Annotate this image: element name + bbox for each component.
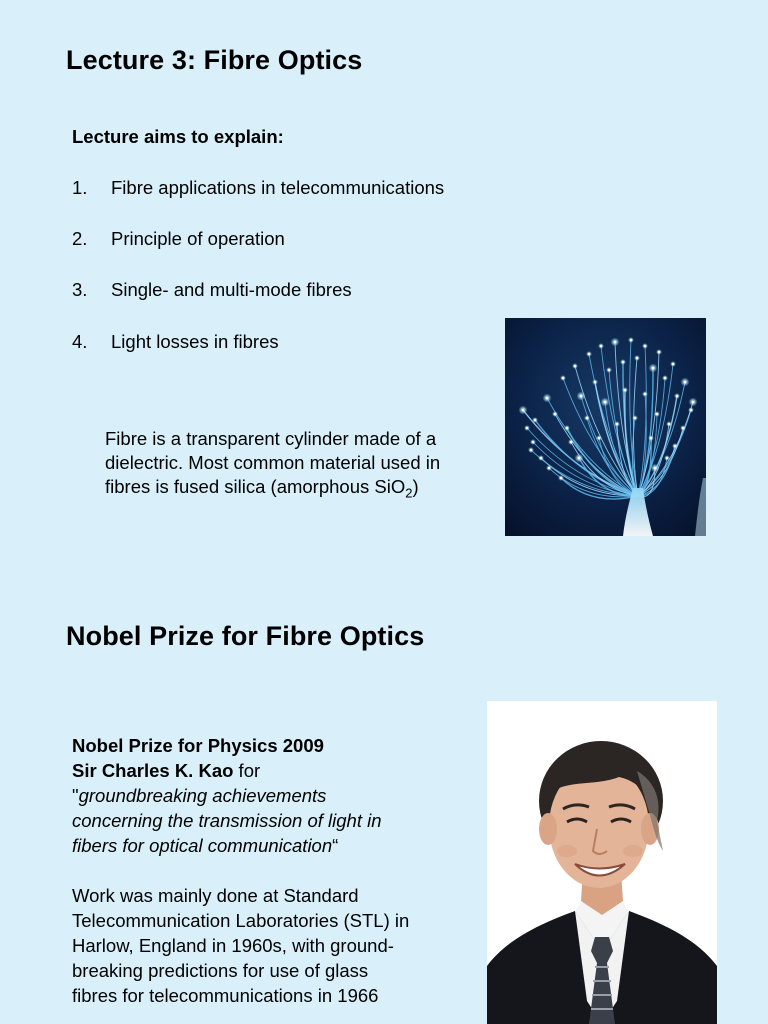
aim-text: Fibre applications in telecommunications — [111, 177, 445, 198]
portrait-photo — [487, 701, 717, 1024]
aim-number: 2. — [72, 228, 88, 249]
work-line: Work was mainly done at Standard — [72, 885, 359, 906]
description-line: Fibre is a transparent cylinder made of a — [105, 428, 437, 449]
aim-text: Single- and multi-mode fibres — [111, 279, 352, 300]
aim-number: 4. — [72, 331, 88, 352]
aims-heading: Lecture aims to explain: — [72, 126, 284, 147]
laureate-line: Sir Charles K. Kao for — [72, 760, 261, 781]
laureate-name: Sir Charles K. Kao — [72, 760, 234, 781]
work-line: fibres for telecommunications in 1966 — [72, 985, 379, 1006]
prize-line: Nobel Prize for Physics 2009 — [72, 735, 324, 756]
aim-text: Principle of operation — [111, 228, 285, 249]
aim-item-3 — [72, 279, 352, 301]
fibre-optic-bundle-photo — [505, 318, 706, 536]
aim-text: Light losses in fibres — [111, 331, 279, 352]
aim-item-4 — [72, 331, 279, 353]
aim-number: 1. — [72, 177, 88, 198]
quote-line: "groundbreaking achievements — [72, 785, 327, 806]
aim-item-2 — [72, 228, 285, 250]
fibre-description — [105, 427, 440, 506]
slide1-title: Lecture 3: Fibre Optics — [66, 45, 363, 75]
slide2-title: Nobel Prize for Fibre Optics — [66, 621, 425, 651]
quote-line: fibers for optical communication“ — [72, 835, 339, 856]
aim-item-1 — [72, 177, 444, 199]
nobel-info — [72, 733, 409, 1008]
quote-line: concerning the transmission of light in — [72, 810, 382, 831]
work-line: Telecommunication Laboratories (STL) in — [72, 910, 410, 931]
aim-number: 3. — [72, 279, 88, 300]
description-line: fibres is fused silica (amorphous SiO$_2$) — [105, 476, 419, 501]
work-line: breaking predictions for use of glass — [72, 960, 369, 981]
work-line: Harlow, England in 1960s, with ground- — [72, 935, 394, 956]
description-line: dielectric. Most common material used in — [105, 452, 441, 473]
